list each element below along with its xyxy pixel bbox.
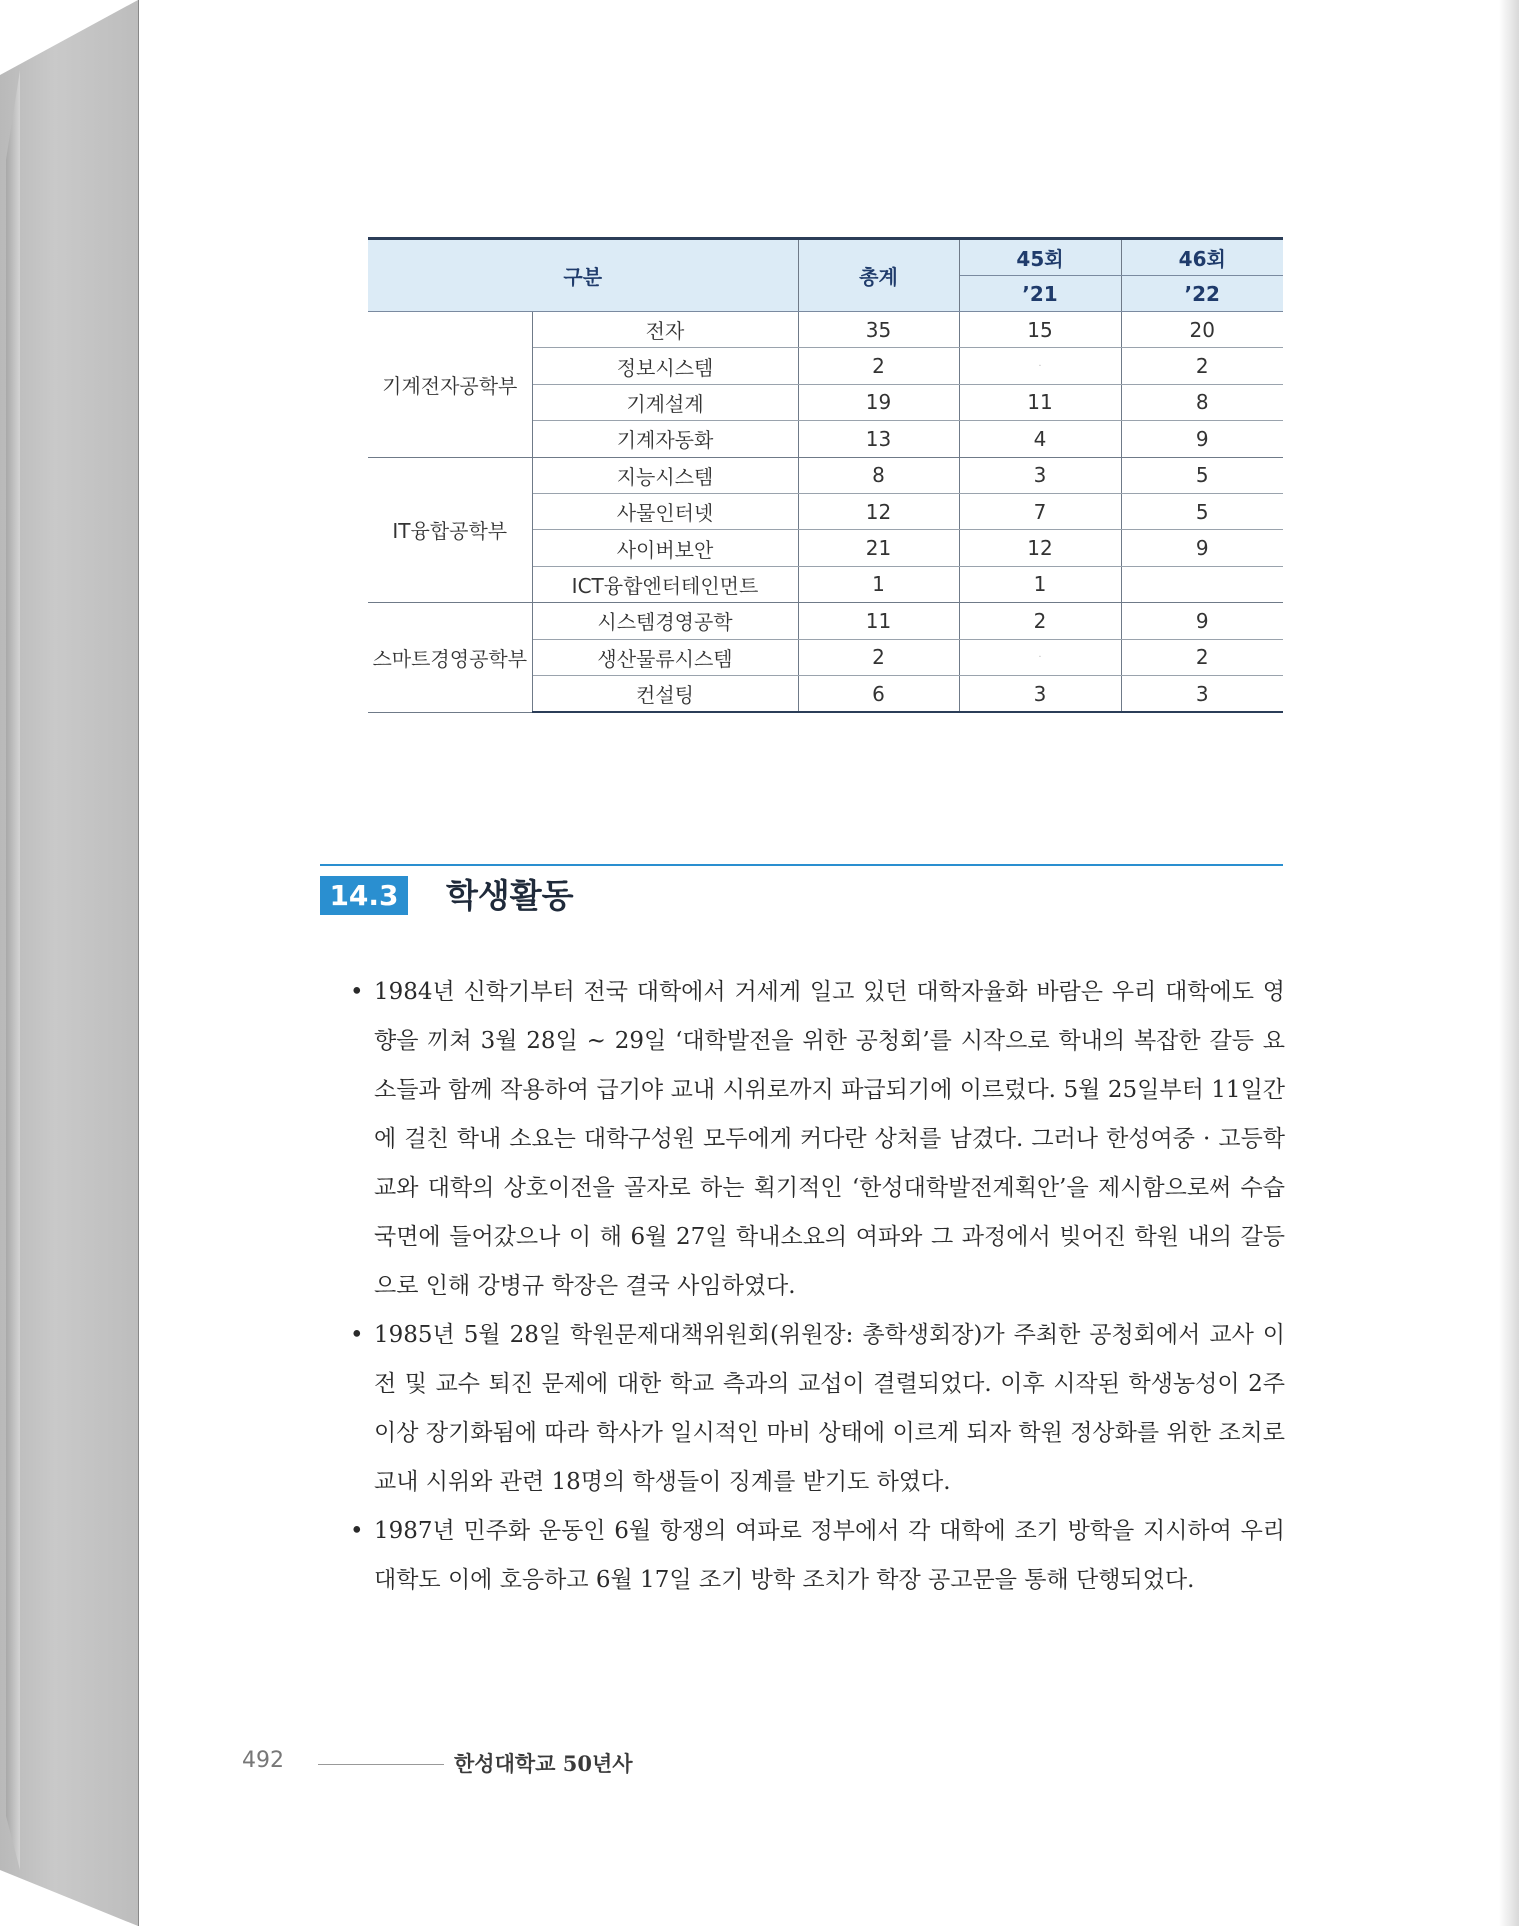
total-cell: 2: [798, 639, 959, 675]
total-cell: 11: [798, 603, 959, 639]
count-45-cell: ·: [959, 639, 1121, 675]
paragraph-1987: [350, 1507, 1285, 1605]
header-46: 46회: [1121, 239, 1283, 276]
total-cell: 12: [798, 493, 959, 529]
major-cell: 사물인터넷: [532, 493, 798, 529]
total-cell: 19: [798, 384, 959, 420]
count-45-cell: 4: [959, 421, 1121, 457]
total-cell: 1: [798, 566, 959, 602]
count-45-cell: 2: [959, 603, 1121, 639]
header-total: 총계: [798, 239, 959, 312]
section-title: 학생활동: [446, 876, 574, 915]
paragraph-text: 1984년 신학기부터 전국 대학에서 거세게 일고 있던 대학자율화 바람은 우리 대학에도 영향을 끼쳐 3월 28일 ~ 29일 ‘대학발전을 위한 공청회’를 시작으로 학내의 복잡한 갈등 요소들과 함께 작용하여 급기야 교내 시위로까지 파급되기에 이르렀다. 5월 25일부터 11일간에 걸친 학내 소요는 대학구성원 모두에게 커다란 상처를 남겼다. 그러나 한성여중 · 고등학교와 대학의 상호이전을 골자로 하는 획기적인 ‘한성대학발전계획안’을 제시함으로써 수습국면에 들어갔으나 이 해 6월 27일 학내소요의 여파와 그 과정에서 빚어진 학원 내의 갈등으로 인해 강병규 학장은 결국 사임하였다.: [374, 979, 1285, 1299]
count-45-cell: 3: [959, 675, 1121, 712]
major-cell: 시스템경영공학: [532, 603, 798, 639]
count-46-cell: 20: [1121, 312, 1283, 348]
bullet-icon: •: [350, 1518, 364, 1544]
page-shadow: [1499, 0, 1519, 1926]
division-cell: IT융합공학부: [368, 457, 532, 603]
count-45-cell: 3: [959, 457, 1121, 493]
count-46-cell: 9: [1121, 530, 1283, 566]
total-cell: 21: [798, 530, 959, 566]
header-45-year: ’21: [959, 276, 1121, 312]
count-46-cell: 5: [1121, 457, 1283, 493]
major-cell: 사이버보안: [532, 530, 798, 566]
division-cell: 기계전자공학부: [368, 312, 532, 458]
bullet-icon: •: [350, 979, 364, 1005]
count-46-cell: 2: [1121, 348, 1283, 384]
major-cell: 생산물류시스템: [532, 639, 798, 675]
total-cell: 6: [798, 675, 959, 712]
table-row: [368, 312, 1283, 348]
header-category: 구분: [368, 239, 798, 312]
count-46-cell: 9: [1121, 421, 1283, 457]
count-46-cell: 8: [1121, 384, 1283, 420]
major-cell: ICT융합엔터테인먼트: [532, 566, 798, 602]
major-cell: 기계설계: [532, 384, 798, 420]
page-number: 492: [242, 1748, 284, 1773]
count-46-cell: 5: [1121, 493, 1283, 529]
header-46-year: ’22: [1121, 276, 1283, 312]
footer-book-title: 한성대학교 50년사: [454, 1751, 633, 1776]
paragraph-1985: [350, 1311, 1285, 1507]
count-46-cell: 3: [1121, 675, 1283, 712]
count-45-cell: ·: [959, 348, 1121, 384]
paragraph-1984: [350, 968, 1285, 1311]
body-text: [350, 968, 1285, 1605]
count-45-cell: 11: [959, 384, 1121, 420]
count-45-cell: 7: [959, 493, 1121, 529]
book-spine-edge: [6, 70, 20, 1870]
table-body: [368, 312, 1283, 713]
bullet-icon: •: [350, 1322, 364, 1348]
total-cell: 13: [798, 421, 959, 457]
count-46-cell: [1121, 566, 1283, 602]
table-row: [368, 603, 1283, 639]
total-cell: 8: [798, 457, 959, 493]
major-cell: 컨설팅: [532, 675, 798, 712]
major-cell: 전자: [532, 312, 798, 348]
major-cell: 지능시스템: [532, 457, 798, 493]
book-spine: [0, 0, 138, 1926]
header-45: 45회: [959, 239, 1121, 276]
count-46-cell: 9: [1121, 603, 1283, 639]
graduates-table: [368, 237, 1283, 713]
total-cell: 2: [798, 348, 959, 384]
major-cell: 기계자동화: [532, 421, 798, 457]
footer-rule: [318, 1764, 444, 1765]
division-cell: 스마트경영공학부: [368, 603, 532, 713]
count-46-cell: 2: [1121, 639, 1283, 675]
section-divider: [320, 864, 1283, 866]
total-cell: 35: [798, 312, 959, 348]
count-45-cell: 1: [959, 566, 1121, 602]
count-45-cell: 15: [959, 312, 1121, 348]
section-number: 14.3: [320, 876, 408, 915]
major-cell: 정보시스템: [532, 348, 798, 384]
table-row: [368, 457, 1283, 493]
count-45-cell: 12: [959, 530, 1121, 566]
paragraph-text: 1987년 민주화 운동인 6월 항쟁의 여파로 정부에서 각 대학에 조기 방학을 지시하여 우리 대학도 이에 호응하고 6월 17일 조기 방학 조치가 학장 공고문을 통해 단행되었다.: [374, 1518, 1285, 1593]
paragraph-text: 1985년 5월 28일 학원문제대책위원회(위원장: 총학생회장)가 주최한 공청회에서 교사 이전 및 교수 퇴진 문제에 대한 학교 측과의 교섭이 결렬되었다. 이후 시작된 학생농성이 2주 이상 장기화됨에 따라 학사가 일시적인 마비 상태에 이르게 되자 학원 정상화를 위한 조치로 교내 시위와 관련 18명의 학생들이 징계를 받기도 하였다.: [374, 1322, 1285, 1495]
